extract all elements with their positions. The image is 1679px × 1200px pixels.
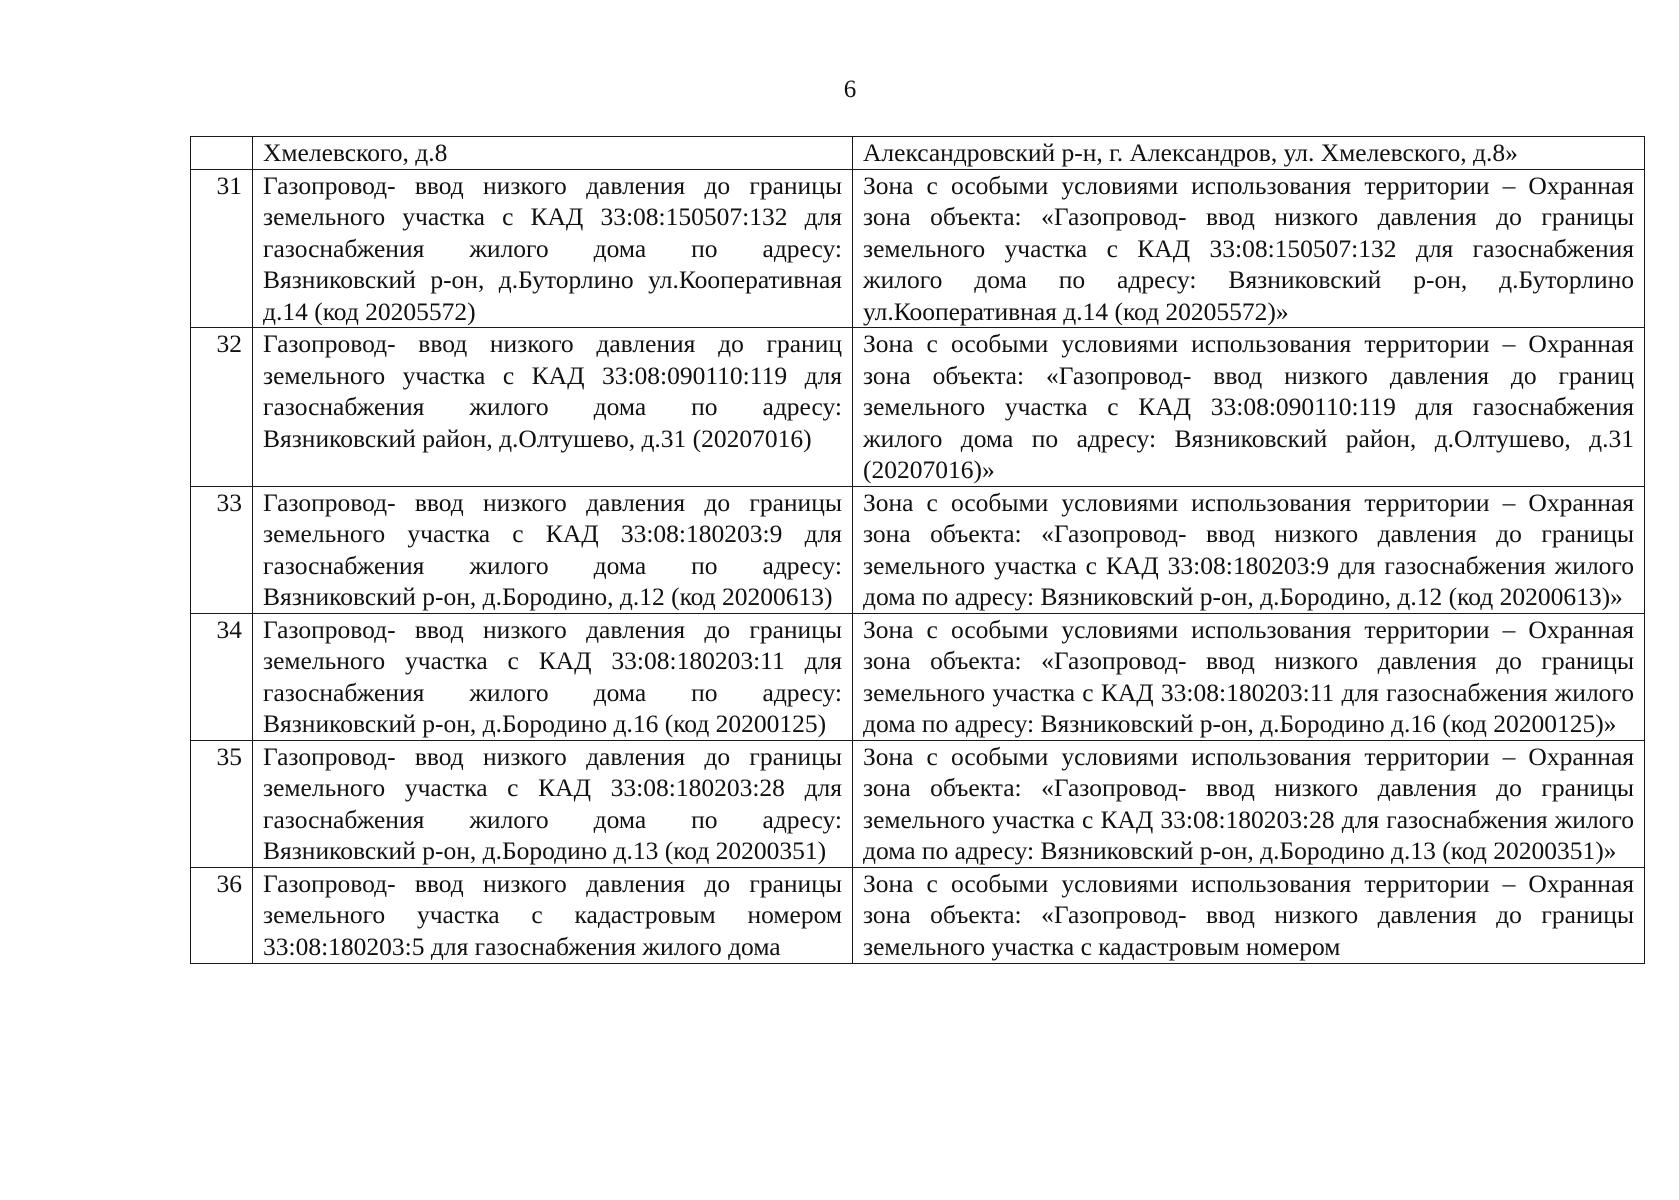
zone-description-cell: Зона с особыми условиями использования территории – Охранная зона объекта: «Газопровод- ввод низкого давления до границы земельного участка с КАД 33:08:180203:28 для газоснабжения жилого дома по адресу: Вязниковский р-он, д.Бородино д.13 (код 20200351)» bbox=[853, 740, 1645, 867]
zone-description-cell: Зона с особыми условиями использования территории – Охранная зона объекта: «Газопровод- ввод низкого давления до границ земельного участка с КАД 33:08:090110:119 для газоснабжения жилого дома по адресу: Вязниковский район, д.Олтушево, д.31 (20207016)» bbox=[853, 328, 1645, 487]
object-name-text: Газопровод- ввод низкого давления до границы земельного участка с кадастровым номером 33:08:180203:5 для газоснабжения жилого дома bbox=[263, 868, 842, 961]
object-name-cell: Газопровод- ввод низкого давления до границы земельного участка с КАД 33:08:180203:11 для газоснабжения жилого дома по адресу: Вязниковский р-он, д.Бородино д.16 (код 20200125) bbox=[253, 613, 853, 740]
table-row bbox=[191, 328, 1645, 487]
zone-description-cell bbox=[853, 867, 1645, 963]
object-name-cell bbox=[253, 867, 853, 963]
page-number: 6 bbox=[843, 76, 857, 103]
row-number: 33 bbox=[191, 486, 253, 613]
table-row bbox=[191, 169, 1645, 328]
zone-description-cell: Зона с особыми условиями использования территории – Охранная зона объекта: «Газопровод- ввод низкого давления до границы земельного участка с КАД 33:08:150507:132 для газоснабжения жилого дома по адресу: Вязниковский р-он, д.Буторлино ул.Кооперативная д.14 (код 20205572)» bbox=[853, 169, 1645, 328]
zone-description-cell: Зона с особыми условиями использования территории – Охранная зона объекта: «Газопровод- ввод низкого давления до границы земельного участка с КАД 33:08:180203:11 для газоснабжения жилого дома по адресу: Вязниковский р-он, д.Бородино д.16 (код 20200125)» bbox=[853, 613, 1645, 740]
row-number: 34 bbox=[191, 613, 253, 740]
table-row bbox=[191, 613, 1645, 740]
zone-description-cell: Александровский р-н, г. Александров, ул. Хмелевского, д.8» bbox=[853, 137, 1645, 170]
object-name-cell: Газопровод- ввод низкого давления до границы земельного участка с КАД 33:08:150507:132 для газоснабжения жилого дома по адресу: Вязниковский р-он, д.Буторлино ул.Кооперативная д.14 (код 20205572) bbox=[253, 169, 853, 328]
row-number: 32 bbox=[191, 328, 253, 487]
object-name-cell: Газопровод- ввод низкого давления до границ земельного участка с КАД 33:08:090110:119 для газоснабжения жилого дома по адресу: Вязниковский район, д.Олтушево, д.31 (20207016) bbox=[253, 328, 853, 487]
object-name-cell: Хмелевского, д.8 bbox=[253, 137, 853, 170]
objects-table bbox=[190, 136, 1645, 964]
row-number bbox=[191, 137, 253, 170]
table-row bbox=[191, 137, 1645, 170]
object-name-cell: Газопровод- ввод низкого давления до границы земельного участка с КАД 33:08:180203:9 для газоснабжения жилого дома по адресу: Вязниковский р-он, д.Бородино, д.12 (код 20200613) bbox=[253, 486, 853, 613]
row-number: 36 bbox=[191, 867, 253, 963]
zone-description-cell: Зона с особыми условиями использования территории – Охранная зона объекта: «Газопровод- ввод низкого давления до границы земельного участка с КАД 33:08:180203:9 для газоснабжения жилого дома по адресу: Вязниковский р-он, д.Бородино, д.12 (код 20200613)» bbox=[853, 486, 1645, 613]
row-number: 31 bbox=[191, 169, 253, 328]
table-row bbox=[191, 486, 1645, 613]
row-number: 35 bbox=[191, 740, 253, 867]
zone-description-text: Зона с особыми условиями использования территории – Охранная зона объекта: «Газопровод- ввод низкого давления до границы земельного участка с кадастровым номером bbox=[863, 868, 1634, 961]
object-name-cell: Газопровод- ввод низкого давления до границы земельного участка с КАД 33:08:180203:28 для газоснабжения жилого дома по адресу: Вязниковский р-он, д.Бородино д.13 (код 20200351) bbox=[253, 740, 853, 867]
table-row bbox=[191, 867, 1645, 963]
table-row bbox=[191, 740, 1645, 867]
